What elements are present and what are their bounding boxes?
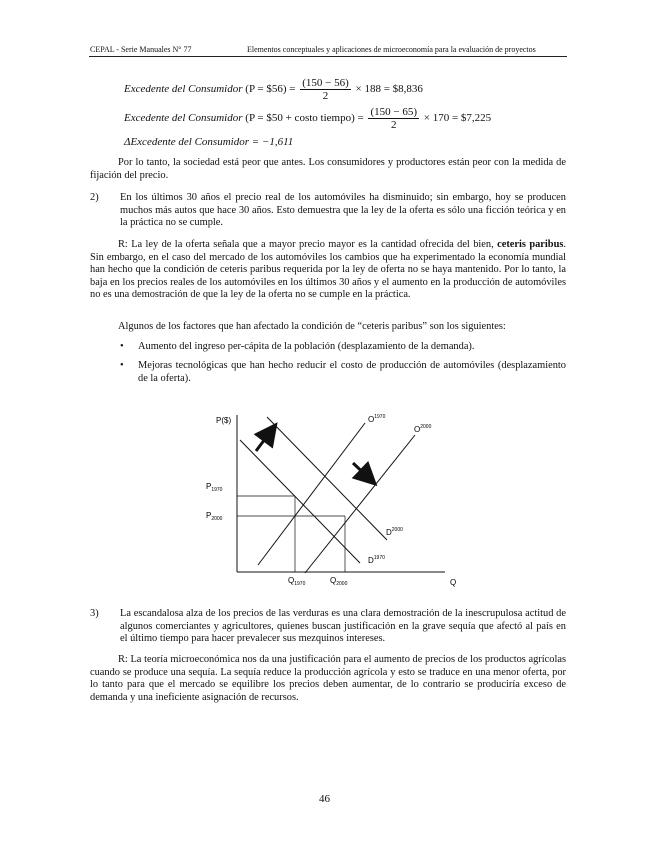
equation-1: Excedente del Consumidor (P = $56) = $\frac{(150 - 56)}{2}$ × 188 = $8,836 [124, 77, 423, 102]
label-q2000: $Q_{2000}$ [330, 576, 348, 587]
equation-3: ΔExcedente del Consumidor = −1,611 [124, 136, 294, 148]
item-2-text: En los últimos 30 años el precio real de los automóviles ha disminuido; sin embargo, hoy se producen muchos más autos que hace 30 años. Esto demuestra que la ley de la oferta es sólo una ficción teórica y en la práctica no se cumple. [120, 192, 566, 229]
label-p2000: $P_{2000}$ [206, 511, 223, 522]
supply-shift-arrow [353, 463, 373, 482]
label-d2000: $D^{2000}$ [386, 527, 403, 537]
equation-2: Excedente del Consumidor (P = $50 + costo tiempo) = $\frac{(150 - 65)}{2}$ × 170 = $7,225 [124, 106, 492, 131]
y-axis-label: P($) [216, 416, 232, 425]
bullet-1-text: Aumento del ingreso per-cápita de la población (desplazamiento de la demanda). [138, 341, 475, 352]
item-3-text: La escandalosa alza de los precios de las verduras es una clara demostración de la inescrupulosa actitud de algunos comerciantes y agricultores, quienes buscan justificación en la grave sequía que afectó al país en el último tiempo para hacer prevalecer sus mezquinos intereses. [120, 608, 566, 645]
demand-shift-arrow [256, 427, 274, 451]
supply-2000-line [305, 435, 415, 573]
bullet-marker-2: • [120, 360, 124, 371]
label-o1970: $O^{1970}$ [368, 414, 386, 424]
label-o2000: $O^{2000}$ [414, 424, 432, 434]
header-series: CEPAL - Serie Manuales N° 77 [90, 45, 192, 54]
item-2-number: 2) [90, 192, 99, 203]
label-p1970: $P_{1970}$ [206, 482, 223, 493]
header-title: Elementos conceptuales y aplicaciones de microeconomía para la evaluación de proyectos [247, 45, 536, 54]
item-3-number: 3) [90, 608, 99, 619]
page-number: 46 [319, 793, 330, 805]
paragraph-conclusion: Por lo tanto, la sociedad está peor que antes. Los consumidores y productores están peor con la medida de fijación del precio. [90, 157, 566, 181]
paragraph-factors: Algunos de los factores que han afectado la condición de “ceteris paribus” son los siguientes: [118, 321, 506, 332]
bullet-2-text: Mejoras tecnológicas que han hecho reducir el costo de producción de automóviles (desplazamiento de la oferta). [138, 360, 566, 384]
answer-2: R: La ley de la oferta señala que a mayor precio mayor es la cantidad ofrecida del bien, ceteris paribus. Sin embargo, en el caso del mercado de los automóviles los cambios que ha experimentado la economía mundial han hecho que la condición de ceteris paribus requerida por la ley de oferta no se haya mantenido. Por lo tanto, la baja en los precios reales de los automóviles en los últimos 30 años y el aumento en la producción de automóviles no es una demostración de que la ley de la oferta no se cumple en la práctica. [90, 239, 566, 301]
label-d1970: $D^{1970}$ [368, 555, 385, 565]
demand-1970-line [240, 440, 360, 563]
label-q1970: $Q_{1970}$ [288, 576, 306, 587]
header-rule [89, 56, 567, 57]
x-axis-label: Q [450, 578, 457, 587]
bullet-marker-1: • [120, 341, 124, 352]
supply-1970-line [258, 423, 365, 565]
supply-demand-diagram [190, 405, 480, 590]
answer-3: R: La teoría microeconómica nos da una justificación para el aumento de precios de los productos agrícolas cuando se produce una sequía. La sequía reduce la producción agrícola y esto se traduce en una menor oferta, por lo tanto para que el mercado se equilibre los precios deben aumentar, de lo contrario se produciría exceso de demanda y una ineficiente asignación de recursos. [90, 654, 566, 703]
